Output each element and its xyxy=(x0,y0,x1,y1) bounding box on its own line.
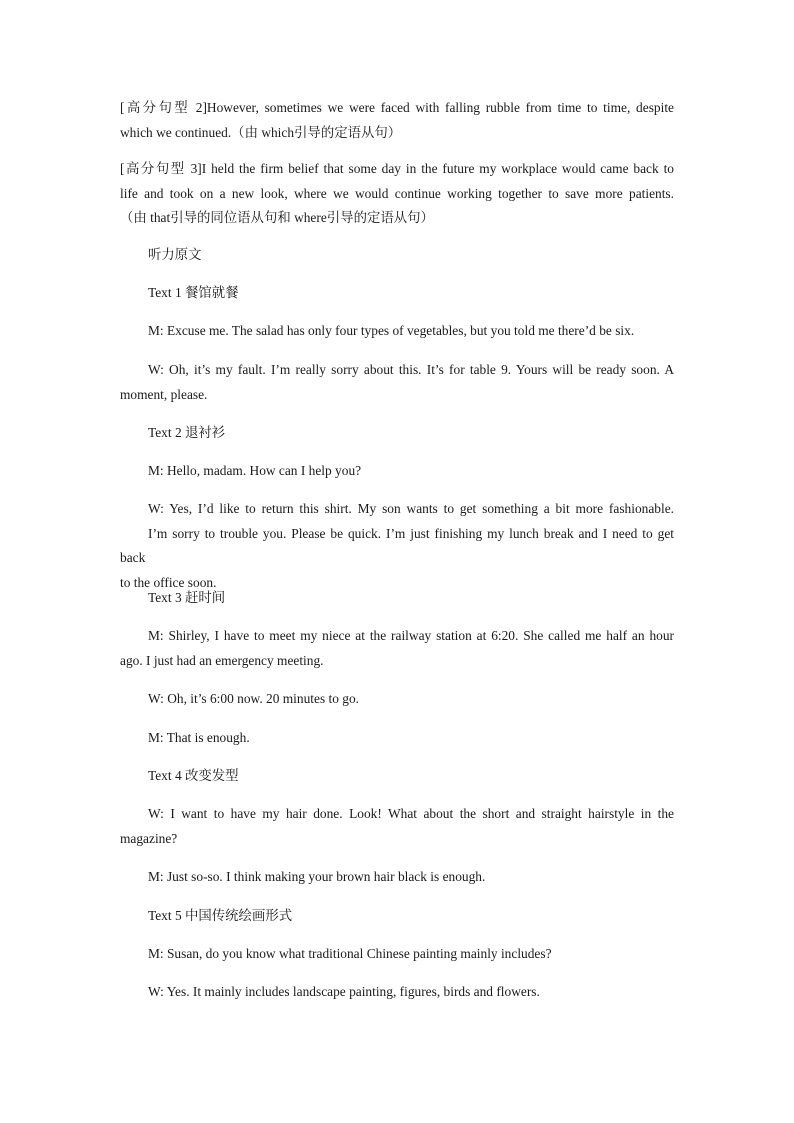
dialogue-line: W: Oh, it’s my fault. I’m really sorry about this. It’s for table 9. Yours will be ready soon. A xyxy=(148,362,674,377)
dialogue-line: M: Susan, do you know what traditional Chinese painting mainly includes? xyxy=(148,946,552,961)
dialogue-line: M: Just so-so. I think making your brown hair black is enough. xyxy=(148,869,486,884)
text-5-man xyxy=(148,942,674,967)
dialogue-line: to the office soon. xyxy=(120,574,217,590)
text-3-woman xyxy=(148,687,674,712)
text-1-title xyxy=(148,281,674,306)
dialogue-line: M: That is enough. xyxy=(148,730,250,745)
text-2-title xyxy=(148,421,674,446)
text-3-title xyxy=(148,586,674,611)
text-5-woman xyxy=(148,980,674,1005)
text-1-woman xyxy=(120,358,674,407)
section-heading: 听力原文 xyxy=(148,247,202,262)
dialogue-line: moment, please. xyxy=(120,386,208,402)
paragraph-line: life and took on a new look, where we would continue working together to save more patients. xyxy=(120,185,674,201)
text-title: Text 5 中国传统绘画形式 xyxy=(148,908,293,923)
text-4-woman xyxy=(120,802,674,851)
text-3-man xyxy=(120,624,674,673)
dialogue-line: W: Yes. It mainly includes landscape painting, figures, birds and flowers. xyxy=(148,984,540,999)
dialogue-line: M: Shirley, I have to meet my niece at the railway station at 6:20. She called me half an hour xyxy=(148,628,674,643)
dialogue-line: W: I want to have my hair done. Look! What about the short and straight hairstyle in the xyxy=(148,806,674,821)
dialogue-line: magazine? xyxy=(120,830,178,846)
text-title: Text 4 改变发型 xyxy=(148,768,239,783)
text-2-man xyxy=(148,459,674,484)
dialogue-line: M: Hello, madam. How can I help you? xyxy=(148,463,362,478)
paragraph-line: [高分句型 3]I held the firm belief that some day in the future my workplace would came back to xyxy=(120,161,674,176)
paragraph-line: [高分句型 2]However, sometimes we were faced with falling rubble from time to time, despite xyxy=(120,100,674,115)
paragraph-line: which we continued.（由 which引导的定语从句） xyxy=(120,124,402,140)
text-3-man-2 xyxy=(148,726,674,751)
text-4-title xyxy=(148,764,674,789)
listening-script-heading xyxy=(148,243,674,268)
text-4-man xyxy=(148,865,674,890)
text-title: Text 3 赶时间 xyxy=(148,590,226,605)
sentence-pattern-3 xyxy=(120,157,674,231)
text-title: Text 2 退衬衫 xyxy=(148,425,226,440)
paragraph-line: （由 that引导的同位语从句和 where引导的定语从句） xyxy=(120,210,434,225)
sentence-pattern-2 xyxy=(120,96,674,145)
text-2-woman xyxy=(120,497,674,595)
dialogue-line: M: Excuse me. The salad has only four types of vegetables, but you told me there’d be six. xyxy=(148,323,635,338)
dialogue-line: W: Yes, I’d like to return this shirt. My son wants to get something a bit more fashionable. xyxy=(148,501,674,516)
text-title: Text 1 餐馆就餐 xyxy=(148,285,239,300)
text-5-title xyxy=(148,904,674,929)
dialogue-line: I’m sorry to trouble you. Please be quick. I’m just finishing my lunch break and I need to get back xyxy=(120,525,674,565)
dialogue-line: ago. I just had an emergency meeting. xyxy=(120,652,324,668)
text-1-man xyxy=(148,319,674,344)
dialogue-line: W: Oh, it’s 6:00 now. 20 minutes to go. xyxy=(148,691,360,706)
